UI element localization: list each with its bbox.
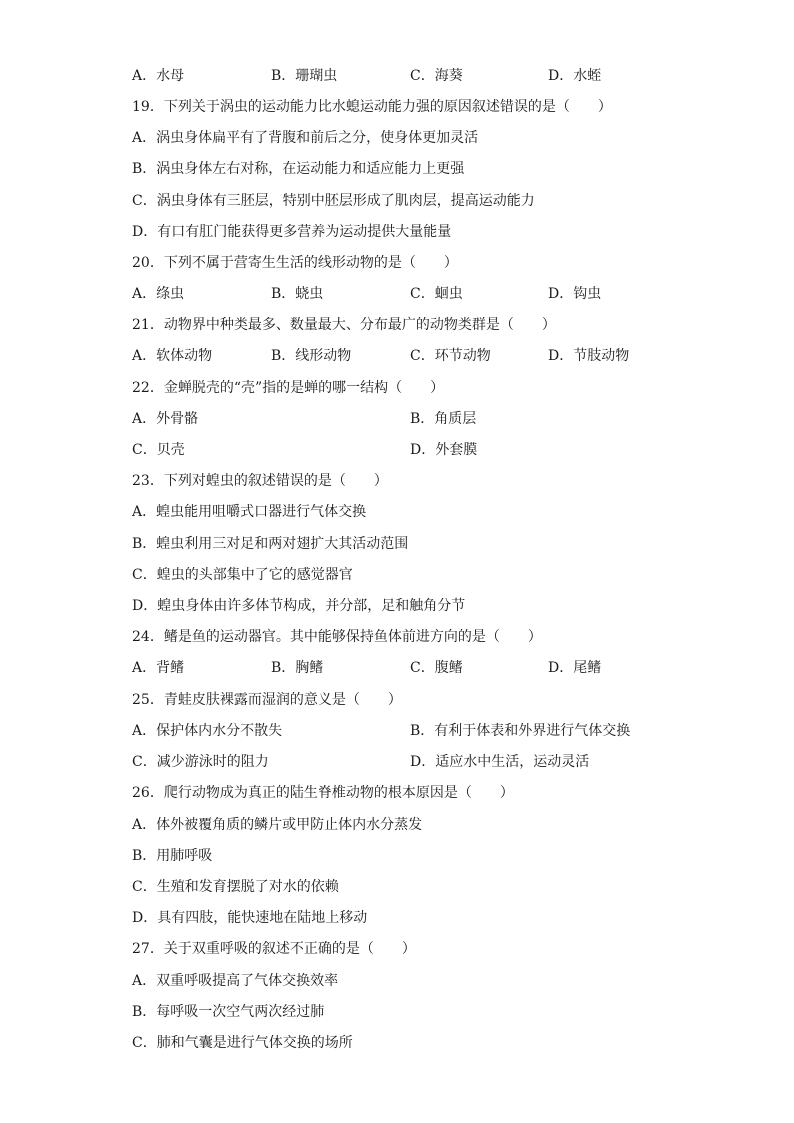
q23-option-d: D．蝗虫身体由许多体节构成，并分部，足和触角分节 [132, 598, 466, 614]
q21-option-a: A．软体动物 [132, 348, 213, 364]
q22-option-c: C．贝壳 [132, 442, 185, 458]
q25-stem: 25．青蛙皮肤裸露而湿润的意义是（ ） [132, 692, 402, 708]
q27-option-b: B．每呼吸一次空气两次经过肺 [132, 1004, 325, 1020]
q19-option-a: A．涡虫身体扁平有了背腹和前后之分，使身体更加灵活 [132, 130, 479, 146]
q22-option-b: B．角质层 [410, 411, 477, 427]
q21-option-b: B．线形动物 [271, 348, 352, 364]
q18-option-a: A．水母 [132, 68, 185, 84]
q21-option-d: D．节肢动物 [548, 348, 630, 364]
q24-option-d: D．尾鳍 [548, 660, 602, 676]
q21-stem: 21．动物界中种类最多、数量最大、分布最广的动物类群是（ ） [132, 317, 556, 333]
q20-option-c: C．蛔虫 [410, 286, 463, 302]
q24-option-c: C．腹鳍 [410, 660, 463, 676]
q24-stem: 24．鳍是鱼的运动器官。其中能够保持鱼体前进方向的是（ ） [132, 629, 542, 645]
q25-option-b: B．有利于体表和外界进行气体交换 [410, 723, 631, 739]
q22-stem: 22．金蝉脱壳的“壳”指的是蝉的哪一结构（ ） [132, 380, 445, 396]
q22-option-a: A．外骨骼 [132, 411, 199, 427]
q27-option-a: A．双重呼吸提高了气体交换效率 [132, 973, 339, 989]
q27-option-c: C．肺和气囊是进行气体交换的场所 [132, 1035, 353, 1051]
q20-option-b: B．蛲虫 [271, 286, 324, 302]
q25-option-c: C．减少游泳时的阻力 [132, 754, 269, 770]
q19-stem: 19．下列关于涡虫的运动能力比水螅运动能力强的原因叙述错误的是（ ） [132, 99, 612, 115]
q21-option-c: C．环节动物 [410, 348, 491, 364]
q26-stem: 26．爬行动物成为真正的陆生脊椎动物的根本原因是（ ） [132, 785, 514, 801]
q26-option-a: A．体外被覆角质的鳞片或甲防止体内水分蒸发 [132, 817, 423, 833]
q26-option-d: D．具有四肢，能快速地在陆地上移动 [132, 910, 368, 926]
q26-option-c: C．生殖和发育摆脱了对水的依赖 [132, 879, 339, 895]
q20-option-a: A．绦虫 [132, 286, 185, 302]
q20-option-d: D．钩虫 [548, 286, 602, 302]
q25-option-a: A．保护体内水分不散失 [132, 723, 283, 739]
q24-option-b: B．胸鳍 [271, 660, 324, 676]
q20-stem: 20．下列不属于营寄生生活的线形动物的是（ ） [132, 255, 458, 271]
q19-option-c: C．涡虫身体有三胚层，特别中胚层形成了肌肉层，提高运动能力 [132, 193, 535, 209]
q26-option-b: B．用肺呼吸 [132, 848, 213, 864]
q19-option-b: B．涡虫身体左右对称，在运动能力和适应能力上更强 [132, 161, 465, 177]
q23-option-b: B．蝗虫利用三对足和两对翅扩大其活动范围 [132, 536, 409, 552]
q19-option-d: D．有口有肛门能获得更多营养为运动提供大量能量 [132, 224, 452, 240]
q23-option-a: A．蝗虫能用咀嚼式口器进行气体交换 [132, 504, 367, 520]
q23-stem: 23．下列对蝗虫的叙述错误的是（ ） [132, 473, 388, 489]
q22-option-d: D．外套膜 [410, 442, 478, 458]
q18-option-c: C．海葵 [410, 68, 463, 84]
q25-option-d: D．适应水中生活，运动灵活 [410, 754, 590, 770]
q27-stem: 27．关于双重呼吸的叙述不正确的是（ ） [132, 941, 416, 957]
q23-option-c: C．蝗虫的头部集中了它的感觉器官 [132, 567, 353, 583]
q18-option-d: D．水蛭 [548, 68, 602, 84]
q24-option-a: A．背鳍 [132, 660, 185, 676]
q18-option-b: B．珊瑚虫 [271, 68, 338, 84]
